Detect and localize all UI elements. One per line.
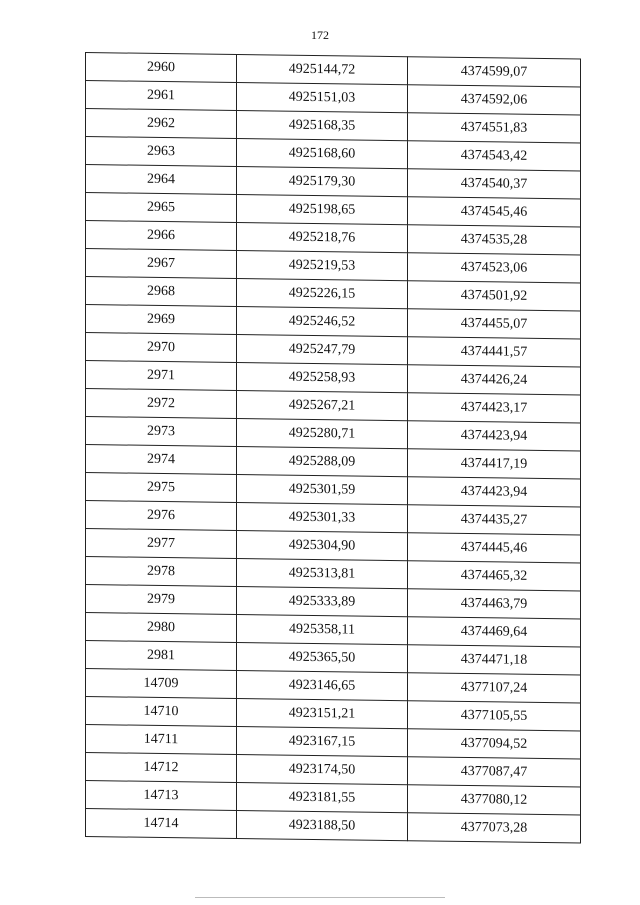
y-coordinate-cell: 4374423,17 [408,393,581,423]
y-coordinate-cell: 4374465,32 [408,561,581,591]
y-coordinate-cell: 4374535,28 [408,225,581,255]
point-number-cell: 2976 [86,501,237,531]
x-coordinate-cell: 4925301,33 [237,502,408,532]
point-number-cell: 2961 [86,81,237,111]
coordinates-table [85,52,581,843]
point-number-cell: 2962 [86,109,237,139]
x-coordinate-cell: 4925198,65 [237,194,408,224]
x-coordinate-cell: 4925247,79 [237,334,408,364]
point-number-cell: 14712 [86,753,237,783]
x-coordinate-cell: 4925168,60 [237,138,408,168]
y-coordinate-cell: 4374523,06 [408,253,581,283]
point-number-cell: 2980 [86,613,237,643]
y-coordinate-cell: 4374501,92 [408,281,581,311]
x-coordinate-cell: 4923181,55 [237,782,408,812]
x-coordinate-cell: 4925226,15 [237,278,408,308]
y-coordinate-cell: 4374551,83 [408,113,581,143]
x-coordinate-cell: 4923167,15 [237,726,408,756]
y-coordinate-cell: 4377087,47 [408,757,581,787]
x-coordinate-cell: 4925179,30 [237,166,408,196]
point-number-cell: 14713 [86,781,237,811]
point-number-cell: 14709 [86,669,237,699]
y-coordinate-cell: 4377073,28 [408,813,581,843]
x-coordinate-cell: 4925288,09 [237,446,408,476]
table-row [86,809,581,843]
y-coordinate-cell: 4374471,18 [408,645,581,675]
y-coordinate-cell: 4374463,79 [408,589,581,619]
y-coordinate-cell: 4374599,07 [408,57,581,87]
y-coordinate-cell: 4374445,46 [408,533,581,563]
y-coordinate-cell: 4377094,52 [408,729,581,759]
x-coordinate-cell: 4925267,21 [237,390,408,420]
point-number-cell: 2973 [86,417,237,447]
x-coordinate-cell: 4925218,76 [237,222,408,252]
y-coordinate-cell: 4374455,07 [408,309,581,339]
y-coordinate-cell: 4377107,24 [408,673,581,703]
point-number-cell: 2969 [86,305,237,335]
point-number-cell: 2977 [86,529,237,559]
page-number: 172 [311,28,329,42]
table-body [86,53,581,843]
x-coordinate-cell: 4925144,72 [237,54,408,84]
point-number-cell: 2974 [86,445,237,475]
y-coordinate-cell: 4377080,12 [408,785,581,815]
y-coordinate-cell: 4374423,94 [408,421,581,451]
point-number-cell: 14710 [86,697,237,727]
x-coordinate-cell: 4925313,81 [237,558,408,588]
point-number-cell: 2965 [86,193,237,223]
point-number-cell: 2966 [86,221,237,251]
x-coordinate-cell: 4925358,11 [237,614,408,644]
point-number-cell: 2964 [86,165,237,195]
point-number-cell: 14714 [86,809,237,839]
y-coordinate-cell: 4374545,46 [408,197,581,227]
x-coordinate-cell: 4923146,65 [237,670,408,700]
y-coordinate-cell: 4377105,55 [408,701,581,731]
point-number-cell: 2972 [86,389,237,419]
x-coordinate-cell: 4925301,59 [237,474,408,504]
x-coordinate-cell: 4925304,90 [237,530,408,560]
y-coordinate-cell: 4374426,24 [408,365,581,395]
y-coordinate-cell: 4374592,06 [408,85,581,115]
point-number-cell: 2967 [86,249,237,279]
point-number-cell: 2975 [86,473,237,503]
y-coordinate-cell: 4374469,64 [408,617,581,647]
x-coordinate-cell: 4925168,35 [237,110,408,140]
point-number-cell: 2968 [86,277,237,307]
y-coordinate-cell: 4374543,42 [408,141,581,171]
x-coordinate-cell: 4925246,52 [237,306,408,336]
y-coordinate-cell: 4374540,37 [408,169,581,199]
x-coordinate-cell: 4923188,50 [237,810,408,840]
point-number-cell: 2978 [86,557,237,587]
point-number-cell: 14711 [86,725,237,755]
x-coordinate-cell: 4925280,71 [237,418,408,448]
point-number-cell: 2979 [86,585,237,615]
x-coordinate-cell: 4925333,89 [237,586,408,616]
point-number-cell: 2981 [86,641,237,671]
bottom-divider [195,897,445,898]
x-coordinate-cell: 4923151,21 [237,698,408,728]
x-coordinate-cell: 4923174,50 [237,754,408,784]
x-coordinate-cell: 4925219,53 [237,250,408,280]
point-number-cell: 2960 [86,53,237,83]
point-number-cell: 2971 [86,361,237,391]
point-number-cell: 2963 [86,137,237,167]
x-coordinate-cell: 4925258,93 [237,362,408,392]
point-number-cell: 2970 [86,333,237,363]
x-coordinate-cell: 4925151,03 [237,82,408,112]
y-coordinate-cell: 4374441,57 [408,337,581,367]
y-coordinate-cell: 4374423,94 [408,477,581,507]
x-coordinate-cell: 4925365,50 [237,642,408,672]
y-coordinate-cell: 4374435,27 [408,505,581,535]
y-coordinate-cell: 4374417,19 [408,449,581,479]
